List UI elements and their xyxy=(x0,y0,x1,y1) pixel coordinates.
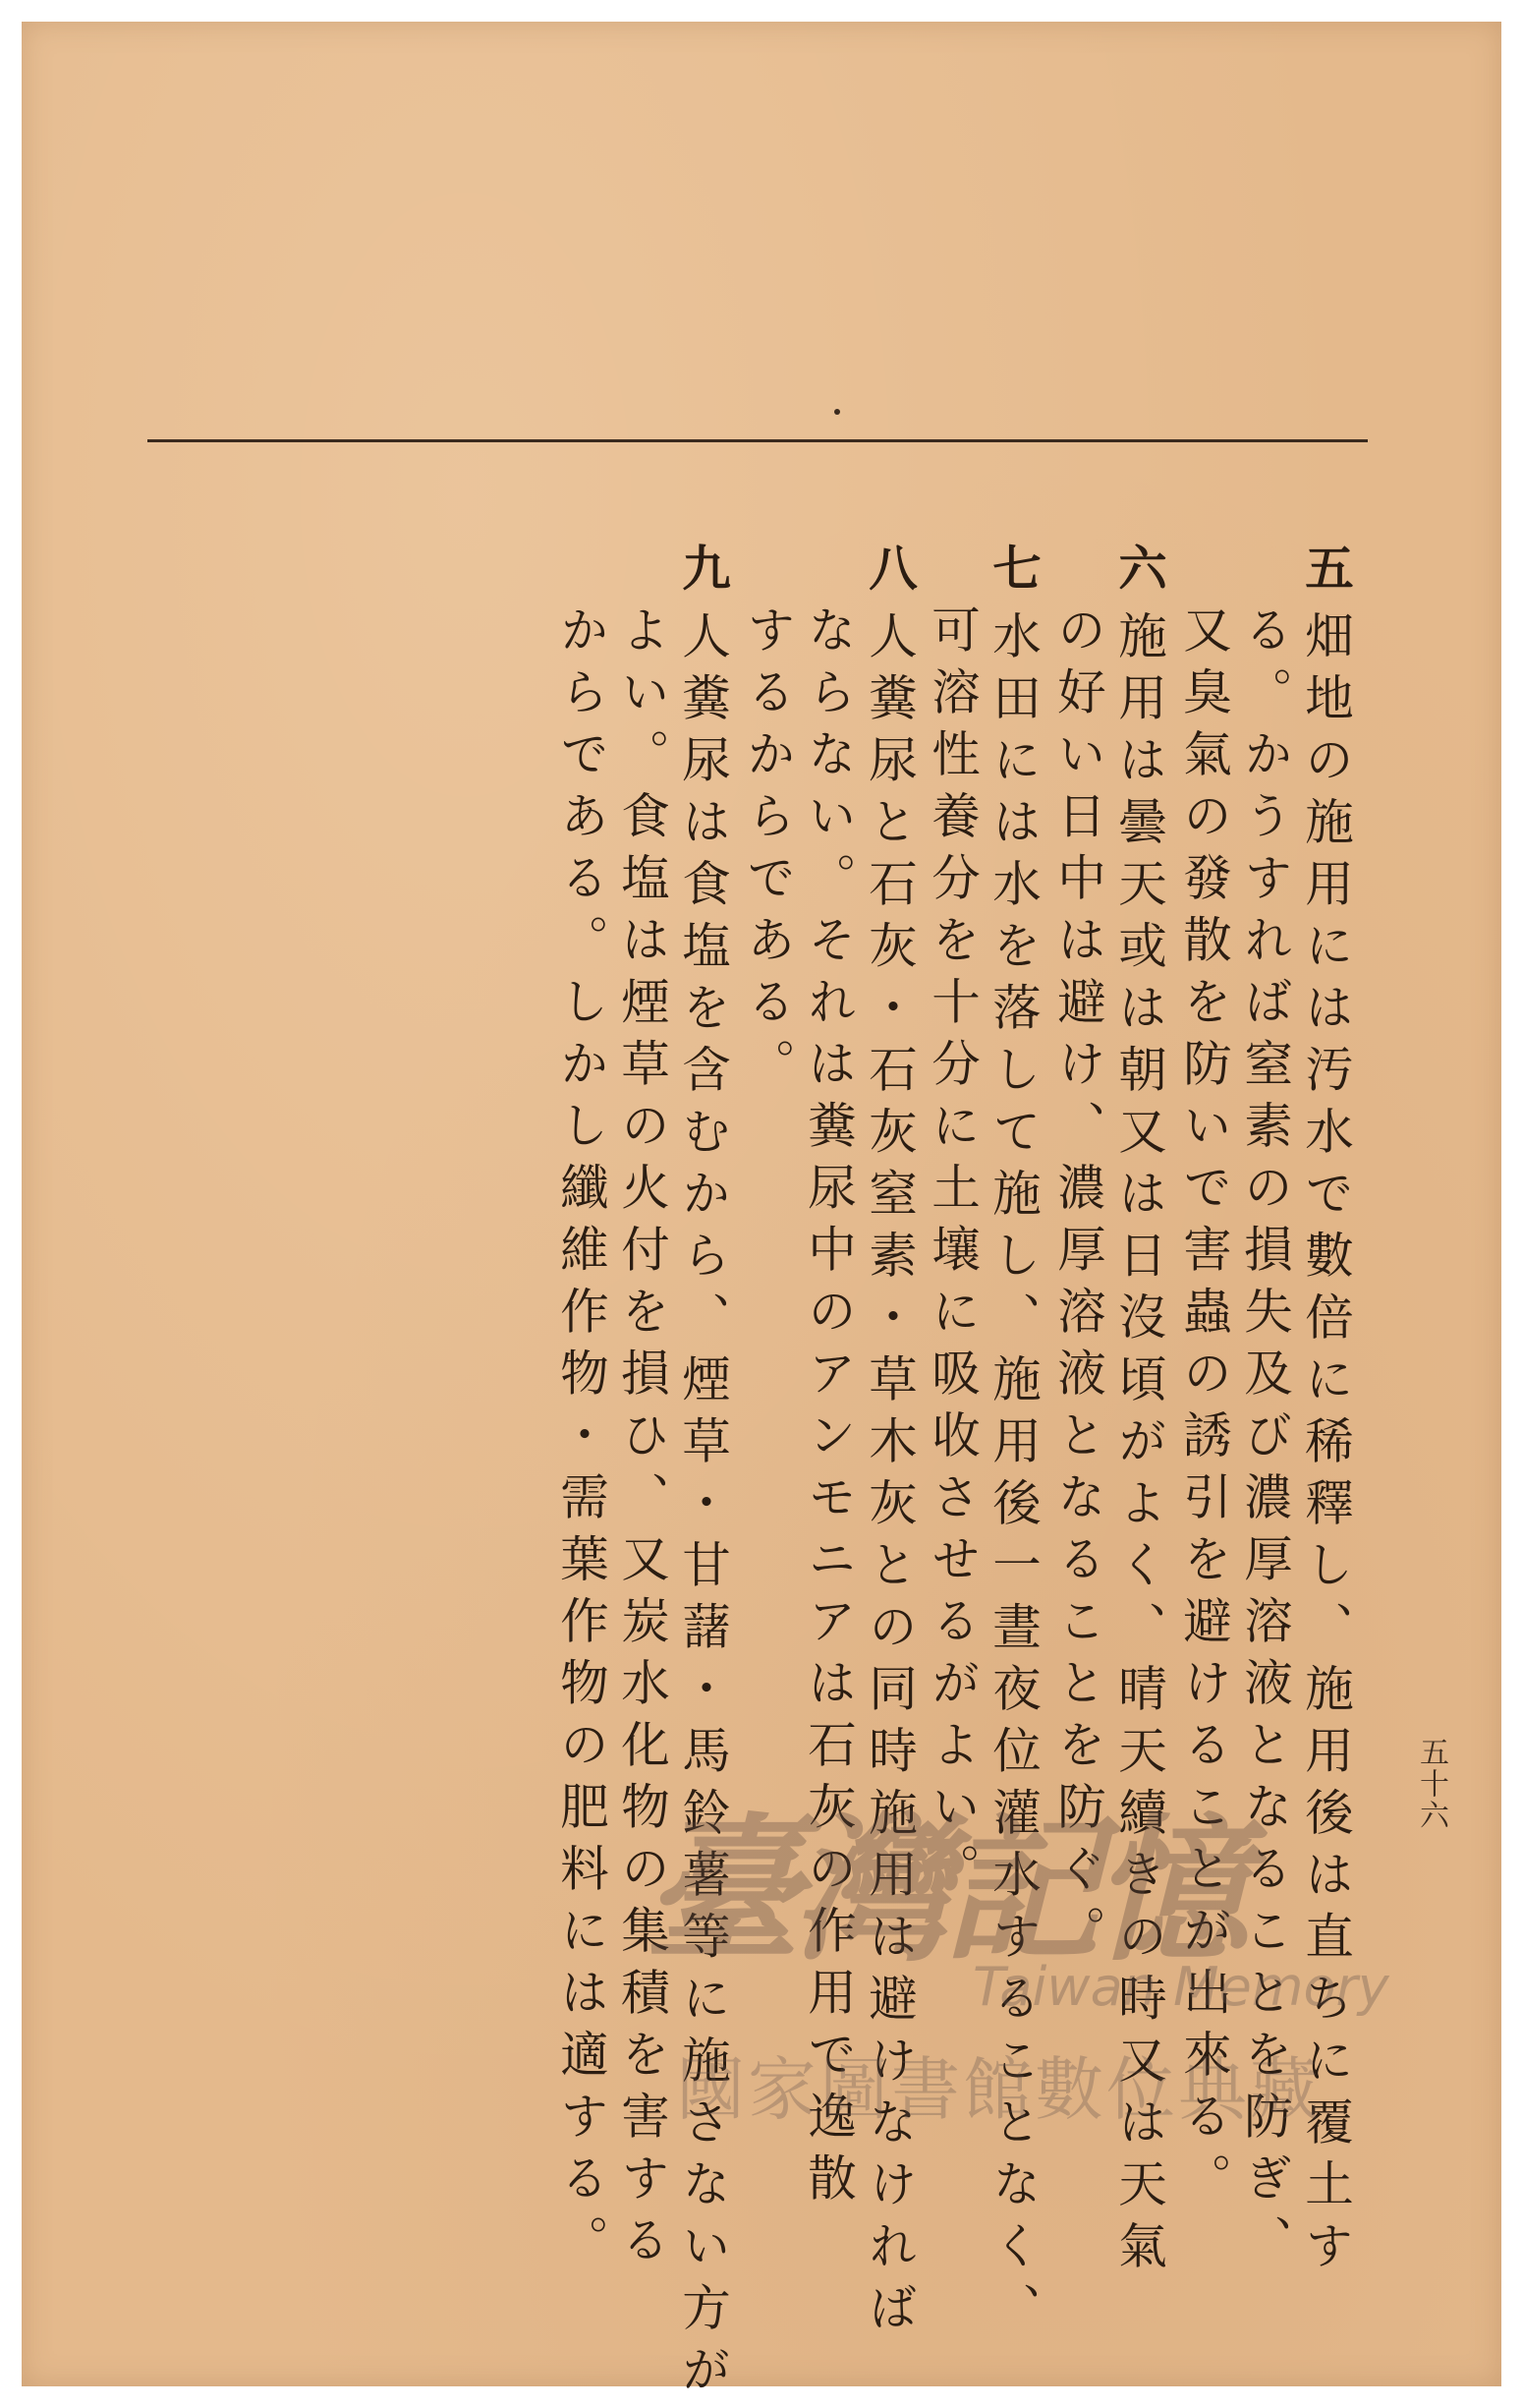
item-six-line-2: の好い日中は避け、濃厚溶液となることを防ぐ。 xyxy=(1049,604,1107,1967)
book-page xyxy=(22,22,1501,2406)
line-text: 畑地の施用には汚水で數倍に稀釋し、施用後は直ちに覆土す xyxy=(1297,610,1355,2282)
item-number: 五 xyxy=(1297,543,1355,604)
page-number: 五十六 xyxy=(1414,1737,1448,1831)
item-number: 六 xyxy=(1110,543,1168,604)
line-text: 人糞尿と石灰・石灰窒素・草木灰との同時施用は避けなければ xyxy=(861,610,919,2344)
item-eight-line-3: するからである。 xyxy=(739,604,797,1100)
item-six-line-1 xyxy=(1110,543,1168,2282)
line-text: 施用は曇天或は朝又は日沒頃がよく、晴天續きの時又は天氣 xyxy=(1110,610,1168,2282)
item-nine-line-3: からである。しかし纖維作物・需葉作物の肥料には適する。 xyxy=(552,604,610,2276)
watermark-script-logo: 臺灣記憶 xyxy=(644,1798,1242,1982)
item-number: 七 xyxy=(985,543,1043,604)
watermark-english: Taiwan Memory xyxy=(973,1956,1389,2018)
item-five-line-3: 又臭氣の發散を防いで害蟲の誘引を避けることが出來る。 xyxy=(1175,604,1233,2214)
item-seven-line-2: 可溶性養分を十分に土壤に吸收させるがよい。 xyxy=(924,604,982,1905)
watermark-chinese: 國家圖書館數位典藏 xyxy=(676,2049,1322,2130)
line-text: 水田には水を落して施し、施用後一晝夜位灌水することなく、 xyxy=(985,610,1043,2344)
top-rule xyxy=(147,439,1368,442)
item-five-line-2: る。かうすれば窒素の損失及び濃厚溶液となることを防ぎ、 xyxy=(1236,604,1294,2276)
item-eight-line-2: ならない。それは糞尿中のアンモニアは石灰の作用で逸散 xyxy=(800,604,858,2214)
item-number: 八 xyxy=(861,543,919,604)
page-dot-mark xyxy=(834,409,840,415)
item-five-line-1 xyxy=(1297,543,1355,2282)
item-nine-line-2: よい。食塩は煙草の火付を損ひ、又炭水化物の集積を害する xyxy=(613,604,671,2276)
item-number: 九 xyxy=(674,543,732,604)
line-text: 人糞尿は食塩を含むから、煙草・甘藷・馬鈴薯等に施さない方が xyxy=(674,610,732,2406)
